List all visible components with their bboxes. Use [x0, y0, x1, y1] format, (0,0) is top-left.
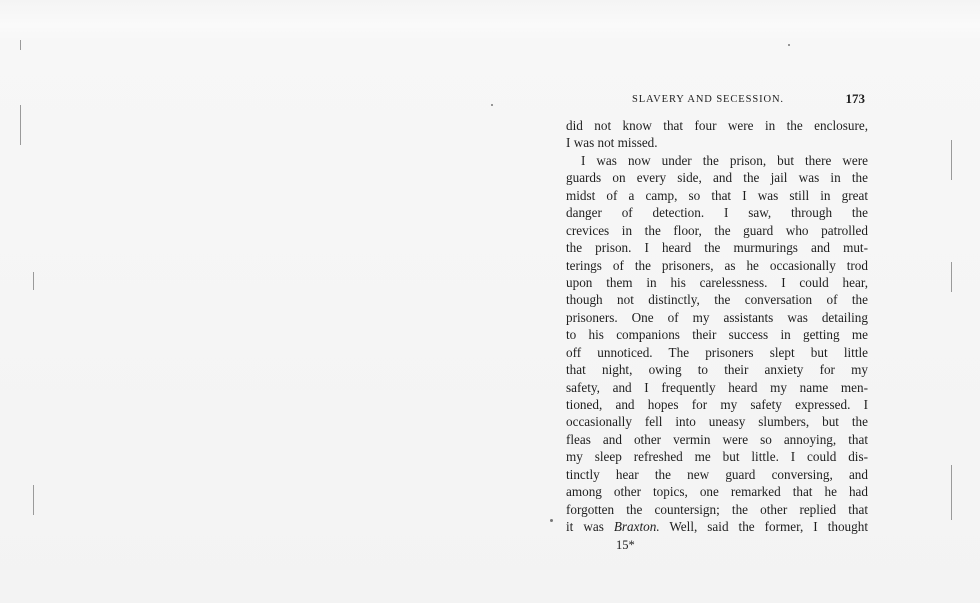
scan-artifact-right-3 — [951, 465, 952, 520]
text-line-final — [566, 518, 868, 535]
text-line: midst of a camp, so that I was still in great — [566, 187, 868, 203]
text-line: though not distinctly, the conversation of the — [566, 292, 868, 308]
scan-artifact-right-2 — [951, 262, 952, 292]
text-line: danger of detection. I saw, through the — [566, 205, 868, 221]
text-line: guards on every side, and the jail was in the — [566, 170, 868, 186]
body-text — [566, 117, 868, 536]
text-line: that night, owing to their anxiety for my — [566, 362, 868, 378]
scan-artifact-left-2 — [20, 105, 21, 145]
text-line: safety, and I frequently heard my name men- — [566, 379, 868, 395]
page-header — [566, 91, 868, 111]
scan-artifact-left-4 — [33, 485, 34, 515]
text-line: upon them in his carelessness. I could hear, — [566, 274, 868, 290]
text-line: tioned, and hopes for my safety expressed. I — [566, 397, 868, 412]
text-line: fleas and other vermin were so annoying, that — [566, 431, 868, 447]
text-line: to his companions their success in getting me — [566, 327, 868, 343]
scan-artifact-left-3 — [33, 272, 34, 290]
text-line: did not know that four were in the enclosure, — [566, 118, 868, 133]
signature-mark: 15* — [616, 538, 635, 552]
page-number: 173 — [845, 91, 865, 106]
text-line: the prison. I heard the murmurings and mut- — [566, 240, 868, 256]
running-title: SLAVERY AND SECESSION. — [632, 94, 784, 105]
text-line: off unnoticed. The prisoners slept but little — [566, 344, 868, 360]
text-line: prisoners. One of my assistants was detailing — [566, 309, 868, 325]
final-line-start: it was — [566, 519, 614, 535]
final-line-end: Well, said the former, I thought — [659, 519, 868, 535]
text-line: crevices in the floor, the guard who patrolled — [566, 222, 868, 238]
italic-word: Braxton. — [613, 519, 660, 535]
text-line: occasionally fell into uneasy slumbers, but the — [566, 414, 868, 430]
scan-artifact-right-1 — [951, 140, 952, 180]
text-line: I was not missed. — [566, 135, 658, 151]
text-line: tinctly hear the new guard conversing, and — [566, 466, 868, 482]
scan-speck-3 — [788, 44, 790, 46]
text-line: my sleep refreshed me but little. I could dis- — [566, 449, 868, 465]
text-line: terings of the prisoners, as he occasionally trod — [566, 257, 868, 273]
text-line: among other topics, one remarked that he had — [566, 484, 868, 500]
scan-speck-1 — [491, 104, 493, 106]
scan-artifact-left-1 — [20, 40, 21, 50]
scan-speck-2 — [550, 519, 553, 522]
text-line: I was now under the prison, but there were — [581, 152, 868, 168]
text-line: forgotten the countersign; the other replied that — [566, 501, 868, 517]
